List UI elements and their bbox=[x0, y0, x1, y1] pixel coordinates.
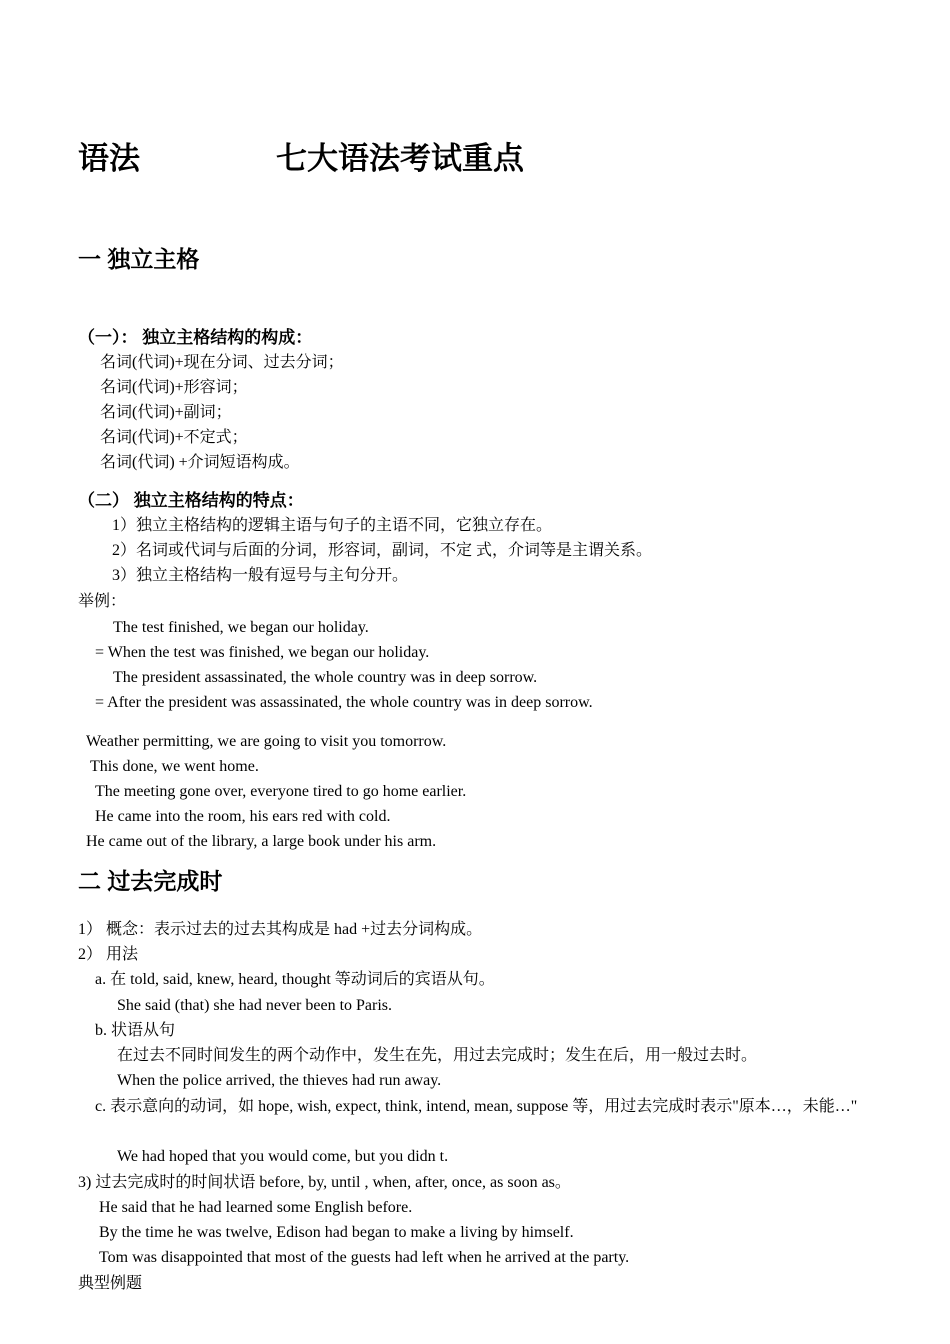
doc-category-title: 语法 bbox=[78, 141, 140, 176]
usage-a: a. 在 told, said, knew, heard, thought 等动词后的宾语从句。 bbox=[95, 971, 495, 988]
example-sentence: He came into the room, his ears red with cold. bbox=[95, 808, 391, 825]
time-adverbials-line: 3) 过去完成时的时间状语 before, by, until , when, after, once, as soon as。 bbox=[78, 1174, 571, 1191]
list-item: 名词(代词)+副词； bbox=[100, 404, 232, 421]
example-sentence: We had hoped that you would come, but you didn t. bbox=[117, 1148, 449, 1165]
example-sentence: He came out of the library, a large book under his arm. bbox=[86, 833, 437, 850]
list-item: 3）独立主格结构一般有逗号与主句分开。 bbox=[112, 567, 409, 584]
doc-main-title: 七大语法考试重点 bbox=[276, 141, 524, 176]
example-sentence: When the police arrived, the thieves had run away. bbox=[117, 1072, 442, 1089]
usage-c: c. 表示意向的动词，如 hope, wish, expect, think, intend, mean, suppose 等，用过去完成时表示"原本…，未能…" bbox=[95, 1098, 858, 1115]
example-sentence: = When the test was finished, we began our holiday. bbox=[95, 644, 430, 661]
example-sentence: = After the president was assassinated, the whole country was in deep sorrow. bbox=[95, 694, 593, 711]
usage-label: 2） 用法 bbox=[78, 946, 139, 963]
example-sentence: The president assassinated, the whole country was in deep sorrow. bbox=[113, 669, 538, 686]
list-item: 2）名词或代词与后面的分词，形容词，副词，不定 式，介词等是主谓关系。 bbox=[112, 542, 653, 559]
example-sentence: The meeting gone over, everyone tired to go home earlier. bbox=[95, 783, 467, 800]
example-sentence: This done, we went home. bbox=[90, 758, 259, 775]
list-item: 名词(代词) +介词短语构成。 bbox=[100, 454, 300, 471]
section-1-part-1-title: （一）： 独立主格结构的构成： bbox=[78, 328, 313, 347]
list-item: 名词(代词)+不定式； bbox=[100, 429, 248, 446]
example-sentence: Weather permitting, we are going to visit you tomorrow. bbox=[86, 733, 447, 750]
example-sentence: He said that he had learned some English before. bbox=[99, 1199, 413, 1216]
usage-b-description: 在过去不同时间发生的两个动作中，发生在先，用过去完成时；发生在后，用一般过去时。 bbox=[117, 1047, 758, 1064]
example-sentence: She said (that) she had never been to Paris. bbox=[117, 997, 393, 1014]
section-2-title: 二 过去完成时 bbox=[78, 868, 223, 894]
list-item: 名词(代词)+形容词； bbox=[100, 379, 248, 396]
section-1-title: 一 独立主格 bbox=[78, 246, 200, 272]
example-sentence: Tom was disappointed that most of the guests had left when he arrived at the party. bbox=[99, 1249, 630, 1266]
example-sentence: The test finished, we began our holiday. bbox=[113, 619, 369, 636]
example-sentence: By the time he was twelve, Edison had began to make a living by himself. bbox=[99, 1224, 574, 1241]
list-item: 1）独立主格结构的逻辑主语与句子的主语不同，它独立存在。 bbox=[112, 517, 553, 534]
list-item: 名词(代词)+现在分词、过去分词； bbox=[100, 354, 344, 371]
typical-examples-label: 典型例题 bbox=[78, 1275, 143, 1292]
usage-b: b. 状语从句 bbox=[95, 1022, 176, 1039]
concept-line: 1） 概念：表示过去的过去其构成是 had +过去分词构成。 bbox=[78, 921, 483, 938]
example-label: 举例： bbox=[78, 593, 127, 610]
section-1-part-2-title: （二） 独立主格结构的特点： bbox=[78, 491, 304, 510]
